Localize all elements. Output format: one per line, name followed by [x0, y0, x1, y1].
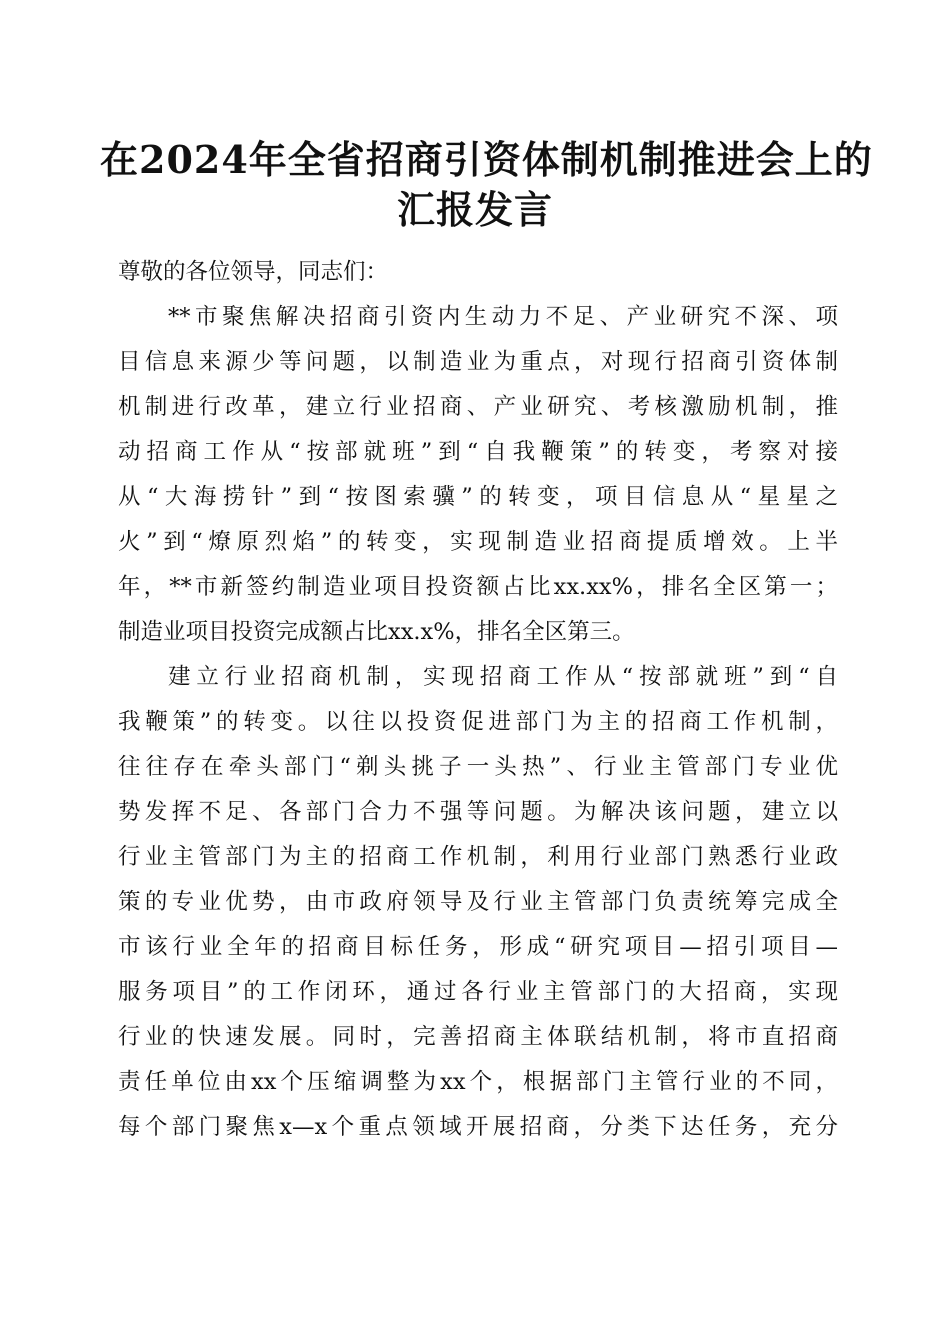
paragraph-line: 每个部门聚焦x—x个重点领域开展招商，分类下达任务，充分	[118, 1114, 838, 1140]
paragraph-line: 火”到“燎原烈焰”的转变，实现制造业招商提质增效。上半	[118, 529, 838, 555]
paragraph-line: 行业主管部门为主的招商工作机制，利用行业部门熟悉行业政	[118, 844, 838, 870]
paragraph-line: 动招商工作从“按部就班”到“自我鞭策”的转变，考察对接	[118, 439, 838, 465]
paragraph-line: 制造业项目投资完成额占比xx.x%，排名全区第三。	[118, 619, 635, 645]
paragraph-line: 势发挥不足、各部门合力不强等问题。为解决该问题，建立以	[118, 799, 838, 825]
paragraph-line: 建立行业招商机制，实现招商工作从“按部就班”到“自	[168, 664, 838, 690]
paragraph-line: 服务项目”的工作闭环，通过各行业主管部门的大招商，实现	[118, 979, 838, 1005]
paragraph-line: 责任单位由xx个压缩调整为xx个，根据部门主管行业的不同，	[118, 1069, 838, 1095]
paragraph-line: 从“大海捞针”到“按图索骥”的转变，项目信息从“星星之	[118, 484, 838, 510]
paragraph-2	[118, 655, 838, 1150]
paragraph-line: 年，**市新签约制造业项目投资额占比xx.xx%，排名全区第一；	[118, 574, 838, 600]
document-body	[118, 250, 838, 1150]
paragraph-line: 策的专业优势，由市政府领导及行业主管部门负责统筹完成全	[118, 889, 838, 915]
paragraph-line: 行业的快速发展。同时，完善招商主体联结机制，将市直招商	[118, 1024, 838, 1050]
greeting: 尊敬的各位领导，同志们：	[118, 259, 389, 285]
paragraph-line: 目信息来源少等问题，以制造业为重点，对现行招商引资体制	[118, 349, 838, 375]
paragraph-line: 机制进行改革，建立行业招商、产业研究、考核激励机制，推	[118, 394, 838, 420]
paragraph-line: 我鞭策”的转变。以往以投资促进部门为主的招商工作机制，	[118, 709, 838, 735]
paragraph-line: **市聚焦解决招商引资内生动力不足、产业研究不深、项	[168, 304, 838, 330]
title-line-1: 在2024年全省招商引资体制机制推进会上的	[100, 137, 873, 182]
title-line-2: 汇报发言	[396, 187, 553, 232]
paragraph-1	[118, 295, 838, 655]
paragraph-line: 往往存在牵头部门“剃头挑子一头热”、行业主管部门专业优	[118, 754, 838, 780]
paragraph-line: 市该行业全年的招商目标任务，形成“研究项目—招引项目—	[118, 934, 838, 960]
document-title	[100, 135, 873, 235]
